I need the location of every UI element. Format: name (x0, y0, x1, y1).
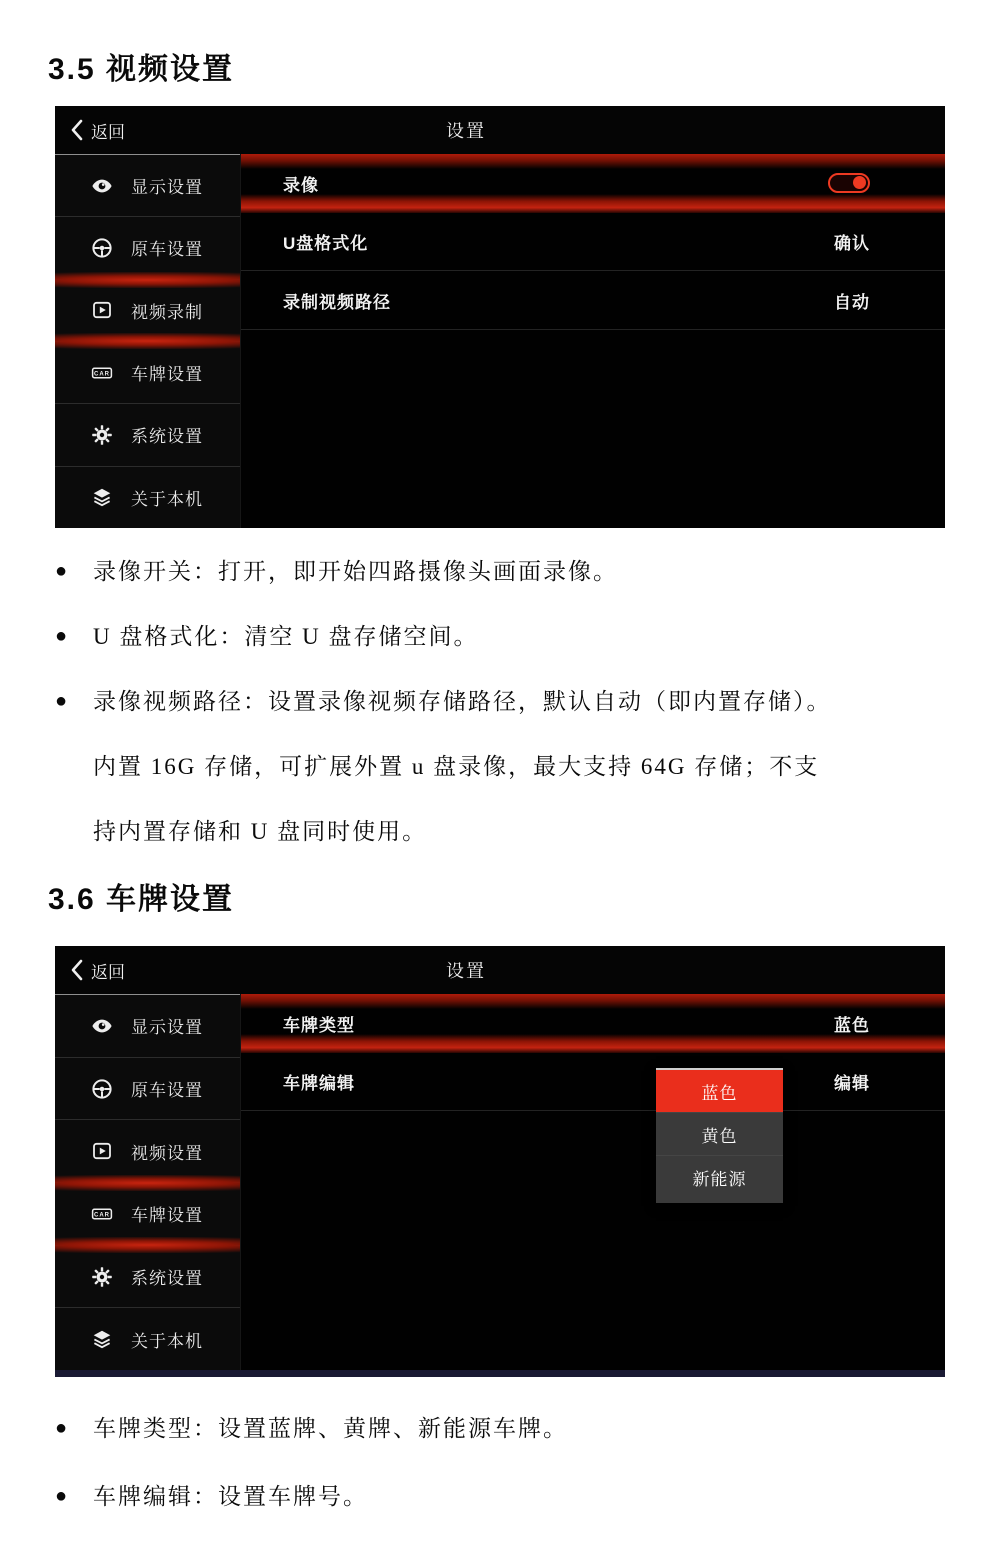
layers-icon (89, 1326, 115, 1352)
dropdown-option-new-energy[interactable]: 新能源 (656, 1155, 783, 1198)
bullet-plate-type (55, 1413, 568, 1444)
screen-body (55, 994, 945, 1370)
sidebar-item-about-device[interactable] (55, 466, 240, 528)
row-label: U盘格式化 (283, 233, 369, 253)
sidebar-item-plate-settings[interactable] (55, 341, 240, 403)
steering-wheel-icon (89, 235, 115, 261)
settings-screenshot-video (55, 106, 945, 528)
row-record-path (241, 271, 945, 330)
sidebar-item-video-recording[interactable] (55, 279, 240, 341)
topbar (55, 946, 945, 994)
sidebar-item-about-device[interactable] (55, 1307, 240, 1370)
row-usb-format (241, 212, 945, 271)
sidebar-item-plate-settings[interactable] (55, 1182, 240, 1245)
bullet-text: 车牌类型：设置蓝牌、黄牌、新能源车牌。 (93, 1416, 568, 1441)
bullet-text: U 盘格式化：清空 U 盘存储空间。 (93, 624, 479, 649)
row-label: 车牌编辑 (283, 1073, 355, 1093)
topbar (55, 106, 945, 154)
steering-wheel-icon (89, 1076, 115, 1102)
row-record (241, 154, 945, 212)
back-label: 返回 (91, 122, 125, 142)
sidebar-item-system-settings[interactable] (55, 403, 240, 465)
license-plate-icon (89, 360, 115, 386)
toggle-knob (853, 176, 866, 189)
sidebar-item-label: 视频设置 (131, 1143, 203, 1163)
sidebar-item-label: 系统设置 (131, 1269, 203, 1289)
edit-button[interactable]: 编辑 (834, 1073, 870, 1093)
bullet-marker: ● (55, 1485, 68, 1507)
sidebar (55, 994, 240, 1370)
sidebar-item-label: 关于本机 (131, 489, 203, 509)
sidebar-item-label: 关于本机 (131, 1331, 203, 1351)
bullet-text: 车牌编辑：设置车牌号。 (93, 1484, 368, 1509)
sidebar-item-original-car-settings[interactable] (55, 1057, 240, 1120)
bullet-text: 录像视频路径：设置录像视频存储路径，默认自动（即内置存储）。 (93, 689, 832, 714)
sidebar (55, 154, 240, 528)
settings-panel (240, 154, 945, 528)
bullet-plate-edit (55, 1481, 368, 1512)
svg-text:CAR: CAR (94, 371, 110, 378)
sidebar-item-label: 车牌设置 (131, 1206, 203, 1226)
video-play-icon (89, 1138, 115, 1164)
heading-plate-settings: 3.6 车牌设置 (48, 883, 235, 916)
bullet-marker: ● (55, 690, 68, 712)
screen-title: 设置 (446, 121, 486, 141)
video-play-icon (89, 297, 115, 323)
confirm-button[interactable]: 确认 (834, 233, 870, 253)
svg-text:CAR: CAR (94, 1212, 110, 1219)
record-toggle[interactable] (828, 173, 870, 193)
row-plate-edit (241, 1052, 945, 1111)
eye-icon (89, 173, 115, 199)
bullet-record-path (55, 686, 832, 717)
heading-video-settings: 3.5 视频设置 (48, 53, 235, 86)
bullet-record-path-line2 (93, 751, 819, 782)
sidebar-item-original-car-settings[interactable] (55, 216, 240, 278)
dropdown-option-yellow[interactable]: 黄色 (656, 1112, 783, 1155)
sidebar-item-label: 系统设置 (131, 427, 203, 447)
bullet-text: 内置 16G 存储，可扩展外置 u 盘录像，最大支持 64G 存储；不支 (93, 754, 820, 779)
sidebar-item-label: 显示设置 (131, 1018, 203, 1038)
eye-icon (89, 1013, 115, 1039)
gear-icon (89, 1264, 115, 1290)
row-label: 录制视频路径 (283, 292, 391, 312)
sidebar-item-label: 车牌设置 (131, 365, 203, 385)
plate-type-value[interactable]: 蓝色 (834, 1015, 870, 1035)
bullet-record-switch (55, 556, 618, 587)
sidebar-item-display-settings[interactable] (55, 995, 240, 1057)
bullet-text: 录像开关：打开，即开始四路摄像头画面录像。 (93, 559, 618, 584)
bullet-record-path-line3 (93, 816, 427, 847)
plate-type-dropdown (656, 1068, 783, 1203)
sidebar-item-label: 原车设置 (131, 1081, 203, 1100)
record-path-value[interactable]: 自动 (834, 292, 870, 312)
sidebar-item-video-settings[interactable] (55, 1119, 240, 1182)
bullet-marker: ● (55, 625, 68, 647)
back-label: 返回 (91, 962, 125, 982)
row-plate-type (241, 994, 945, 1052)
dropdown-option-blue[interactable]: 蓝色 (656, 1070, 783, 1112)
sidebar-item-system-settings[interactable] (55, 1245, 240, 1308)
row-label: 录像 (283, 175, 319, 195)
screen-body (55, 154, 945, 528)
row-label: 车牌类型 (283, 1015, 355, 1035)
bullet-text: 持内置存储和 U 盘同时使用。 (93, 819, 428, 844)
gear-icon (89, 422, 115, 448)
sidebar-item-label: 原车设置 (131, 240, 203, 260)
sidebar-item-display-settings[interactable] (55, 155, 240, 216)
screen-title: 设置 (446, 961, 486, 981)
bullet-marker: ● (55, 1417, 68, 1439)
sidebar-item-label: 显示设置 (131, 178, 203, 198)
bullet-marker: ● (55, 560, 68, 582)
bullet-usb-format (55, 621, 478, 652)
settings-panel (240, 994, 945, 1370)
sidebar-item-label: 视频录制 (131, 302, 203, 322)
layers-icon (89, 484, 115, 510)
license-plate-icon (89, 1201, 115, 1227)
settings-screenshot-plate (55, 946, 945, 1377)
